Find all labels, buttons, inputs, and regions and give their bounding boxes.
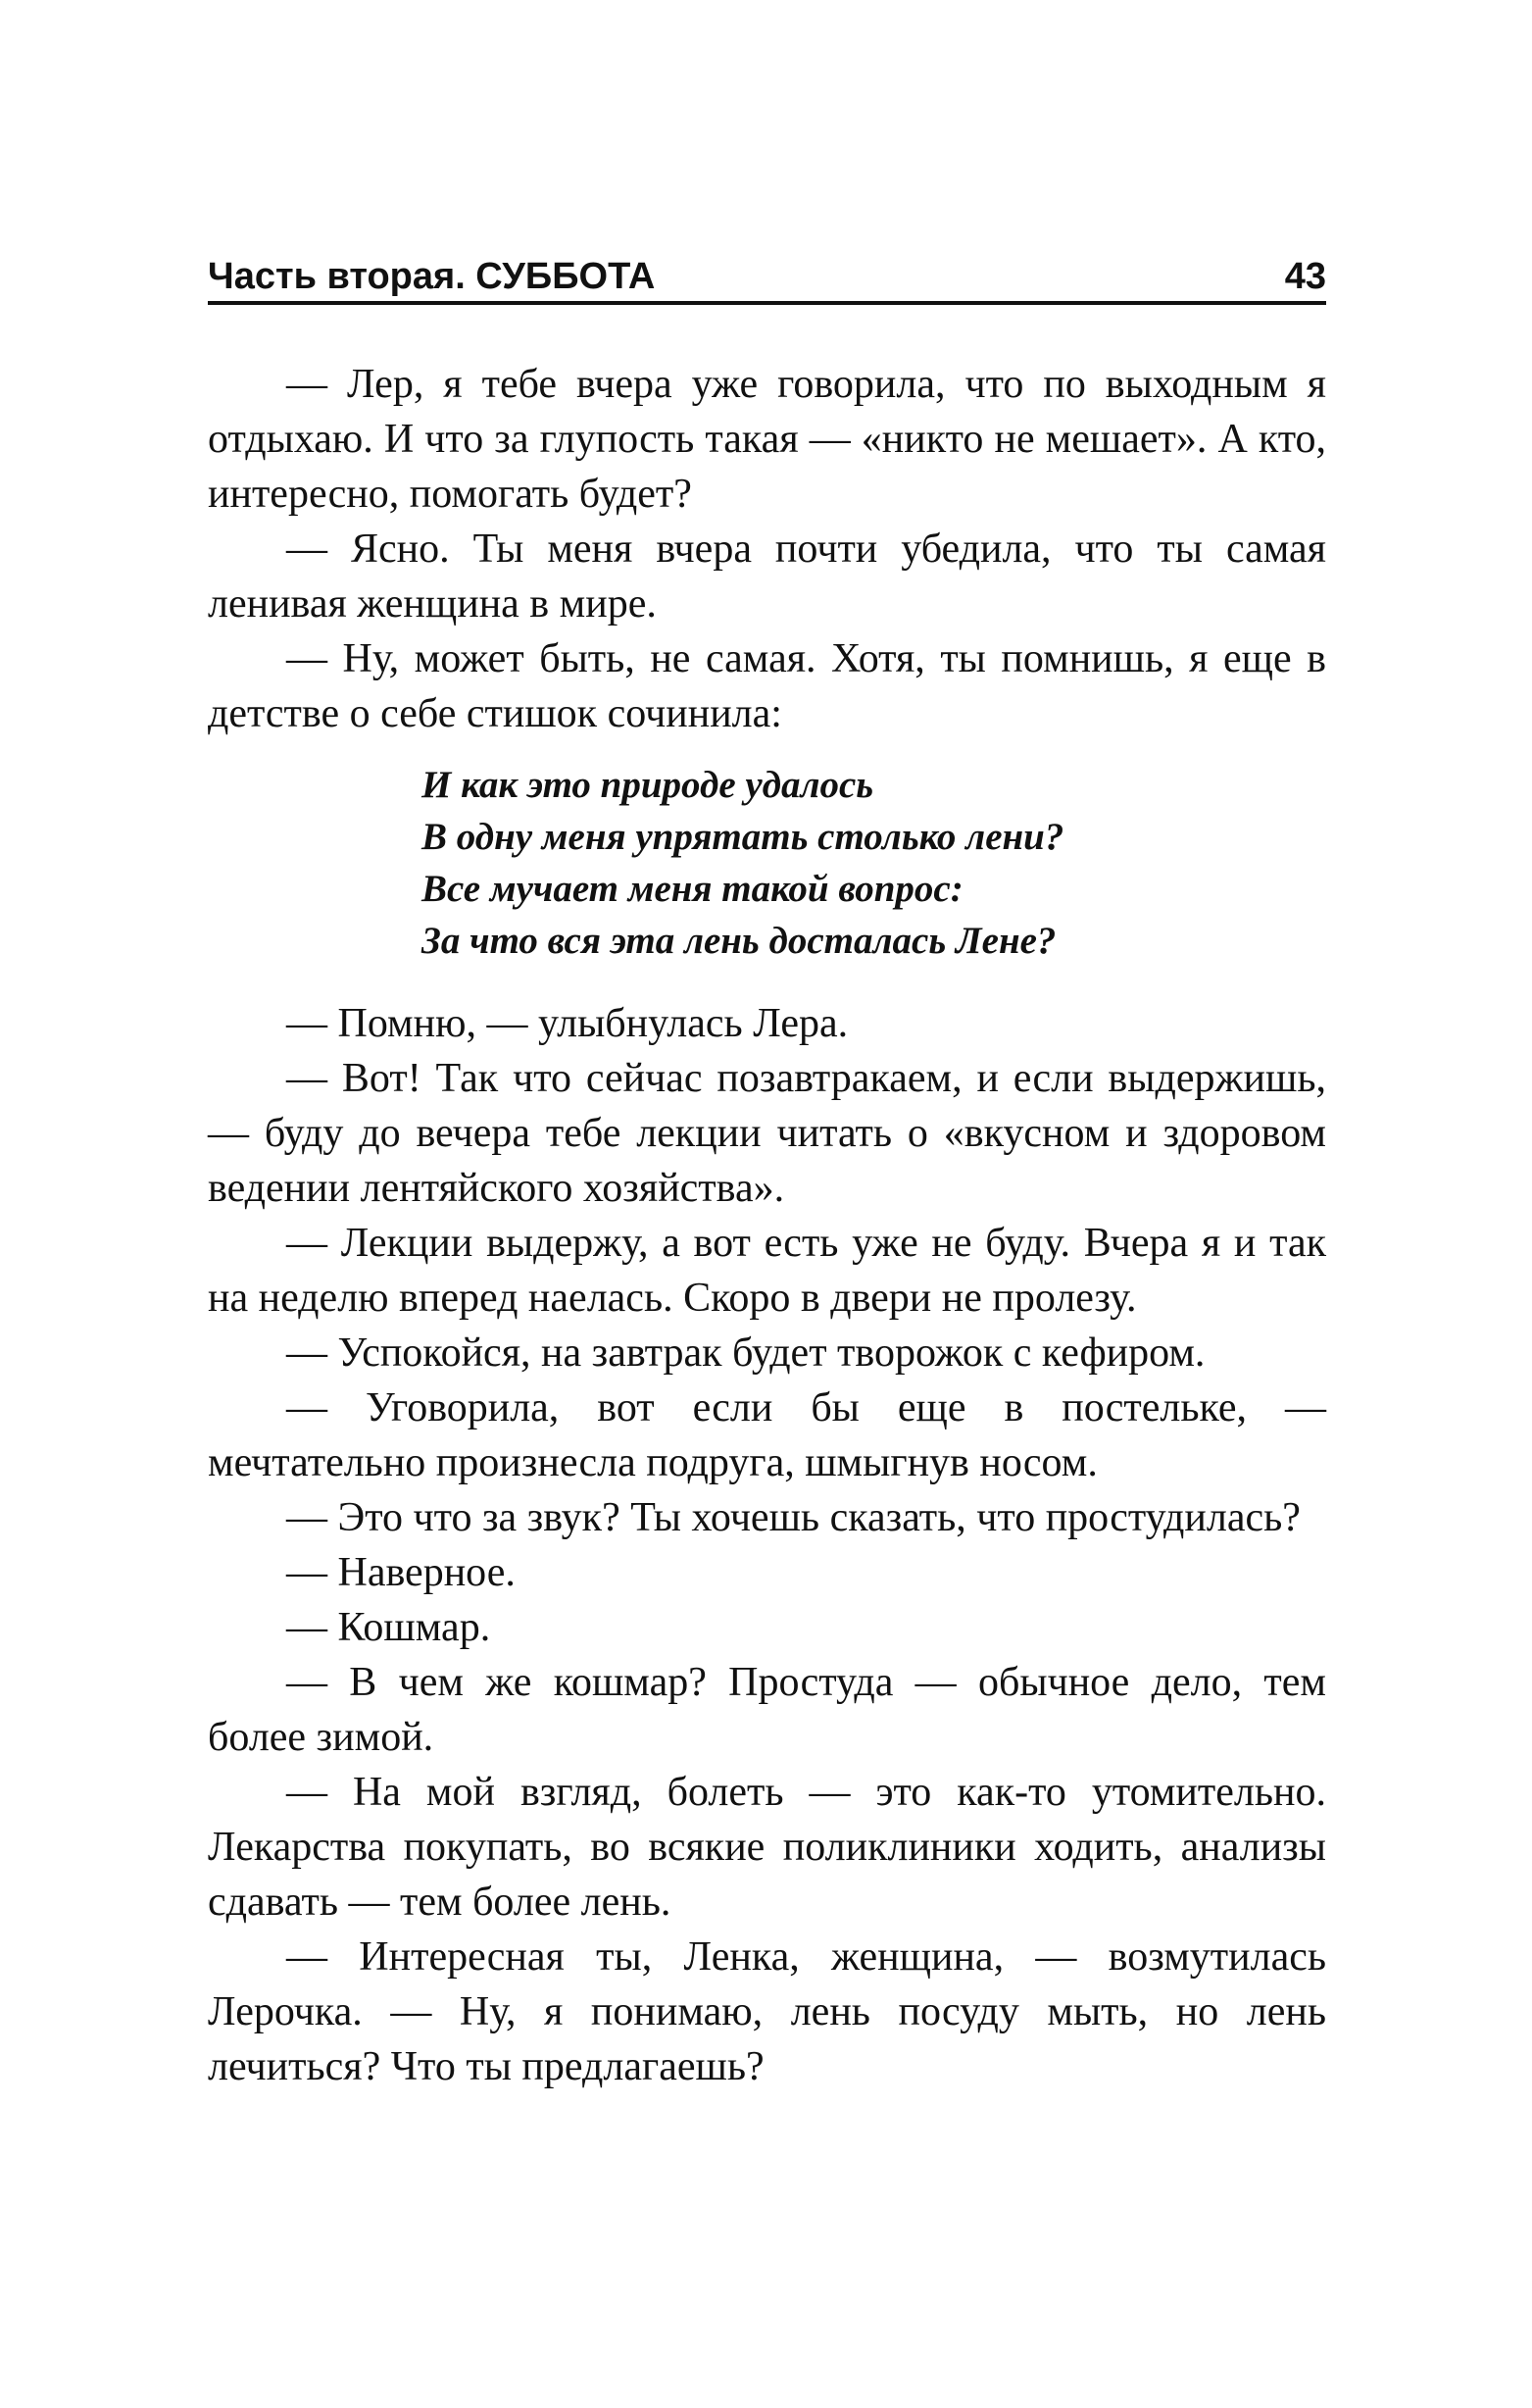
- poem-line: В одну меня упрятать столько лени?: [421, 816, 1064, 858]
- poem-line: Все мучает меня такой вопрос:: [421, 868, 964, 910]
- paragraph: — Кошмар.: [286, 1605, 491, 1650]
- header-rule: [208, 301, 1326, 305]
- running-header: [208, 253, 1326, 300]
- poem-line: За что вся эта лень досталась Лене?: [421, 920, 1057, 962]
- paragraph: — Лер, я тебе вчера уже говорила, что по выходным я отдыхаю. И что за глупость такая — «никто не мешает». А кто, интересно, помогать будет?: [208, 362, 1326, 517]
- paragraph: — Помню, — улыбнулась Лера.: [286, 1001, 849, 1046]
- body-text: [208, 357, 1326, 2094]
- paragraph: — Ясно. Ты меня вчера почти убедила, что ты самая ленивая женщина в мире.: [208, 527, 1326, 627]
- page-number: 43: [1284, 256, 1326, 297]
- paragraph: — Вот! Так что сейчас позавтракаем, и если выдержишь, — буду до вечера тебе лекции читать о «вкусном и здоровом ведении лентяйского хозяйства».: [208, 1056, 1326, 1211]
- paragraph: — Уговорила, вот если бы еще в постельке, — мечтательно произнесла подруга, шмыгнув носом.: [208, 1385, 1326, 1485]
- paragraph: — На мой взгляд, болеть — это как-то утомительно. Лекарства покупать, во всякие поликлиники ходить, анализы сдавать — тем более лень.: [208, 1770, 1326, 1925]
- paragraph: — Успокойся, на завтрак будет творожок с кефиром.: [286, 1330, 1206, 1376]
- running-title: Часть вторая. СУББОТА: [208, 256, 656, 297]
- paragraph: — Наверное.: [286, 1550, 516, 1595]
- paragraph: — Интересная ты, Ленка, женщина, — возмутилась Лерочка. — Ну, я понимаю, лень посуду мыть, но лень лечиться? Что ты предлагаешь?: [208, 1934, 1326, 2089]
- poem-line: И как это природе удалось: [421, 764, 874, 806]
- poem: [421, 759, 1326, 967]
- paragraph: — Это что за звук? Ты хочешь сказать, что простудилась?: [286, 1495, 1301, 1540]
- paragraph: — В чем же кошмар? Простуда — обычное дело, тем более зимой.: [208, 1660, 1326, 1760]
- paragraph: — Лекции выдержу, а вот есть уже не буду. Вчера я и так на неделю вперед наелась. Скоро в двери не пролезу.: [208, 1221, 1326, 1321]
- paragraph: — Ну, может быть, не самая. Хотя, ты помнишь, я еще в детстве о себе стишок сочинила:: [208, 636, 1326, 736]
